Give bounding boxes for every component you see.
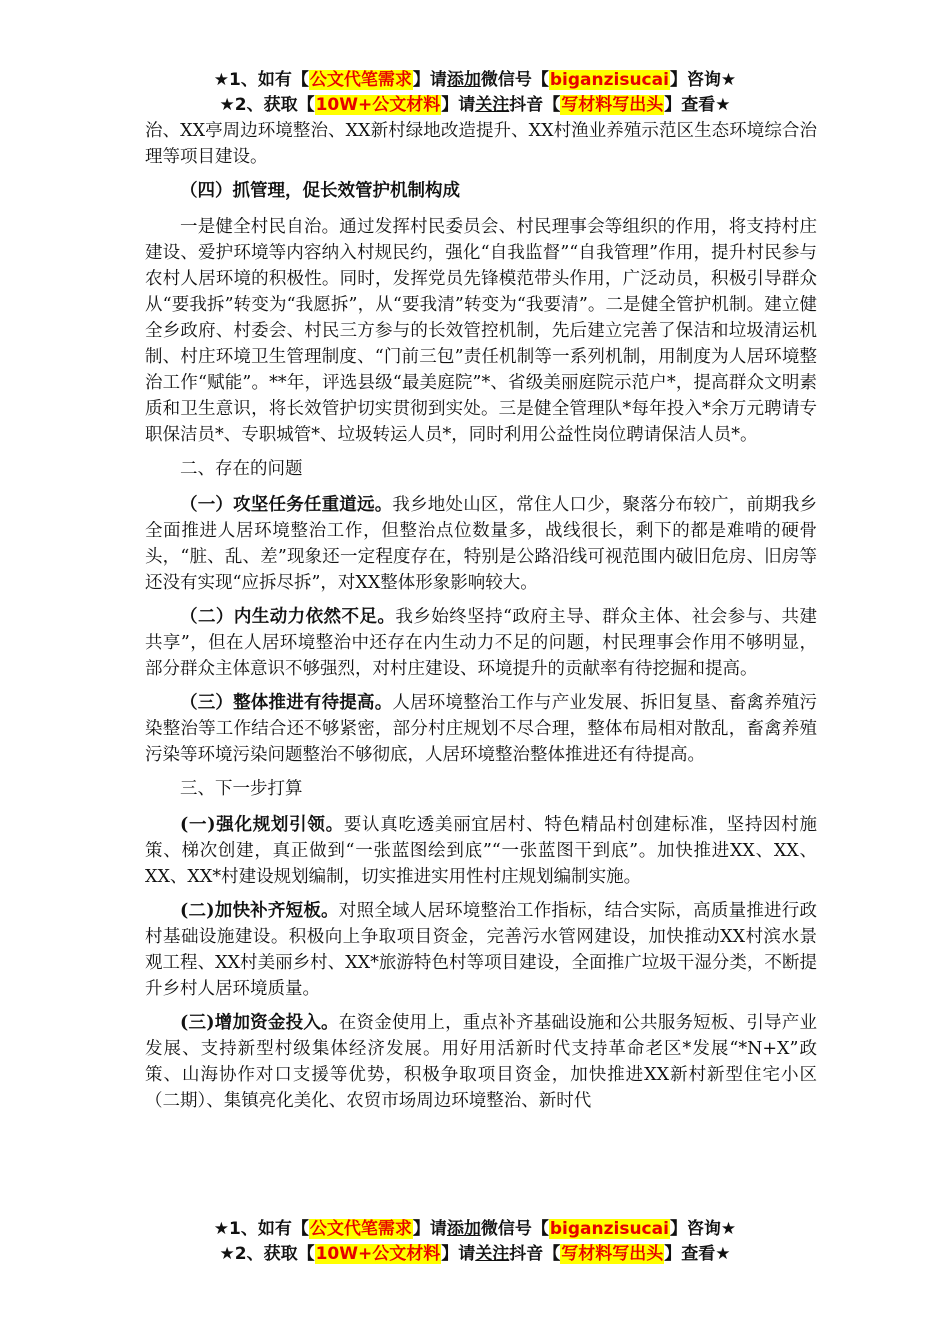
promo-highlight: 写材料写出头 <box>561 1244 664 1264</box>
section-heading-problems: 二、存在的问题 <box>180 459 303 479</box>
promo-text: 抖音【 <box>509 1244 561 1264</box>
paragraph-problem-3 <box>145 690 817 768</box>
paragraph-problem-2 <box>145 604 817 682</box>
promo-underline: 添加 <box>446 70 481 90</box>
paragraph-body: 对照全域人居环境整治工作指标，结合实际，高质量推进行政村基础设施建设。积极向上争取项目资金，完善污水管网建设，加快推动XX村滨水景观工程、XX村美丽乡村、XX*旅游特色村等项目建设，全面推广垃圾干湿分类，不断提升乡村人居环境质量。 <box>145 901 817 999</box>
paragraph-problem-1 <box>145 492 817 596</box>
paragraph-body: 要认真吃透美丽宜居村、特色精品村创建标准，坚持因村施策、梯次创建，真正做到“一张蓝图绘到底”“一张蓝图干到底”。加快推进XX、XX、XX、XX*村建设规划编制，切实推进实用性村庄规划编制实施。 <box>145 815 817 887</box>
promo-highlight: 10W+公文材料 <box>315 1244 441 1264</box>
paragraph-lead: (一)强化规划引领。 <box>180 815 344 835</box>
promo-highlight: 写材料写出头 <box>561 95 664 115</box>
promo-text: 】查看★ <box>664 95 731 115</box>
section-heading-next-steps: 三、下一步打算 <box>180 779 303 799</box>
paragraph-lead: (二)加快补齐短板。 <box>180 901 339 921</box>
section-heading-4: （四）抓管理，促长效管护机制构成 <box>180 181 460 201</box>
promo-text: 】咨询★ <box>669 1219 737 1239</box>
paragraph-body: 人居环境整治工作与产业发展、拆旧复垦、畜禽养殖污染整治等工作结合还不够紧密，部分村庄规划不尽合理，整体布局相对散乱，畜禽养殖污染等环境污染问题整治不够彻底，人居环境整治整体推进还有待提高。 <box>145 693 818 765</box>
paragraph-continued: 治、XX亭周边环境整治、XX新村绿地改造提升、XX村渔业养殖示范区生态环境综合治理等项目建设。 <box>145 121 817 167</box>
paragraph-lead: (三)增加资金投入。 <box>180 1013 339 1033</box>
promo-underline: 关注 <box>475 95 510 115</box>
paragraph-lead: （一）攻坚任务任重道远。 <box>180 495 393 515</box>
promo-highlight: biganzisucai <box>549 70 669 90</box>
promo-text: ★2、获取【 <box>219 95 315 115</box>
promo-text: 微信号【 <box>480 1219 549 1239</box>
document-body <box>145 118 817 1122</box>
paragraph-plan-2 <box>145 898 817 1002</box>
promo-text: 】请 <box>412 70 447 90</box>
paragraph-body: 在资金使用上，重点补齐基础设施和公共服务短板、引导产业发展、支持新型村级集体经济发展。用好用活新时代支持革命老区*发展“*N+X”政策、山海协作对口支援等优势，积极争取项目资金，加快推进XX新村新型住宅小区（二期）、集镇亮化美化、农贸市场周边环境整治、新时代 <box>145 1013 817 1111</box>
paragraph-plan-1 <box>145 812 817 890</box>
promo-underline: 关注 <box>475 1244 510 1264</box>
promo-banner-bottom <box>0 1217 950 1267</box>
paragraph-lead: （二）内生动力依然不足。 <box>180 607 396 627</box>
promo-highlight: 公文代笔需求 <box>309 1219 412 1239</box>
promo-highlight: 公文代笔需求 <box>309 70 412 90</box>
promo-text: 】查看★ <box>664 1244 731 1264</box>
promo-text: 抖音【 <box>509 95 561 115</box>
promo-text: 】请 <box>441 95 476 115</box>
paragraph-management: 一是健全村民自治。通过发挥村民委员会、村民理事会等组织的作用，将支持村庄建设、爱护环境等内容纳入村规民约，强化“自我监督”“自我管理”作用，提升村民参与农村人居环境的积极性。同时，发挥党员先锋模范带头作用，广泛动员，积极引导群众从“要我拆”转变为“我愿拆”，从“要我清”转变为“我要清”。二是健全管护机制。建立健全乡政府、村委会、村民三方参与的长效管控机制，先后建立完善了保洁和垃圾清运机制、村庄环境卫生管理制度、“门前三包”责任机制等一系列机制，用制度为人居环境整治工作“赋能”。**年，评选县级“最美庭院”*、省级美丽庭院示范户*，提高群众文明素质和卫生意识，将长效管护切实贯彻到实处。三是健全管理队*每年投入*余万元聘请专职保洁员*、专职城管*、垃圾转运人员*，同时利用公益性岗位聘请保洁人员*。 <box>145 217 817 445</box>
promo-banner-top <box>0 68 950 118</box>
promo-text: ★1、如有【 <box>213 70 309 90</box>
promo-text: 微信号【 <box>480 70 549 90</box>
paragraph-body: 我乡始终坚持“政府主导、群众主体、社会参与、共建共享”，但在人居环境整治中还存在内生动力不足的问题，村民理事会作用不够明显，部分群众主体意识不够强烈，对村庄建设、环境提升的贡献率有待挖掘和提高。 <box>145 607 818 679</box>
promo-text: ★2、获取【 <box>219 1244 315 1264</box>
promo-text: 】咨询★ <box>669 70 737 90</box>
promo-text: ★1、如有【 <box>213 1219 309 1239</box>
promo-line-2 <box>0 93 950 118</box>
promo-underline: 添加 <box>446 1219 481 1239</box>
promo-text: 】请 <box>412 1219 447 1239</box>
promo-text: 】请 <box>441 1244 476 1264</box>
promo-highlight: 10W+公文材料 <box>315 95 441 115</box>
promo-line-2 <box>0 1242 950 1267</box>
paragraph-lead: （三）整体推进有待提高。 <box>180 693 393 713</box>
paragraph-body: 我乡地处山区，常住人口少，聚落分布较广，前期我乡全面推进人居环境整治工作，但整治点位数量多，战线很长，剩下的都是难啃的硬骨头，“脏、乱、差”现象还一定程度存在，特别是公路沿线可视范围内破旧危房、旧房等还没有实现“应拆尽拆”，对XX整体形象影响较大。 <box>145 495 818 593</box>
promo-line-1 <box>0 1217 950 1242</box>
promo-highlight: biganzisucai <box>549 1219 669 1239</box>
promo-line-1 <box>0 68 950 93</box>
paragraph-plan-3 <box>145 1010 817 1114</box>
